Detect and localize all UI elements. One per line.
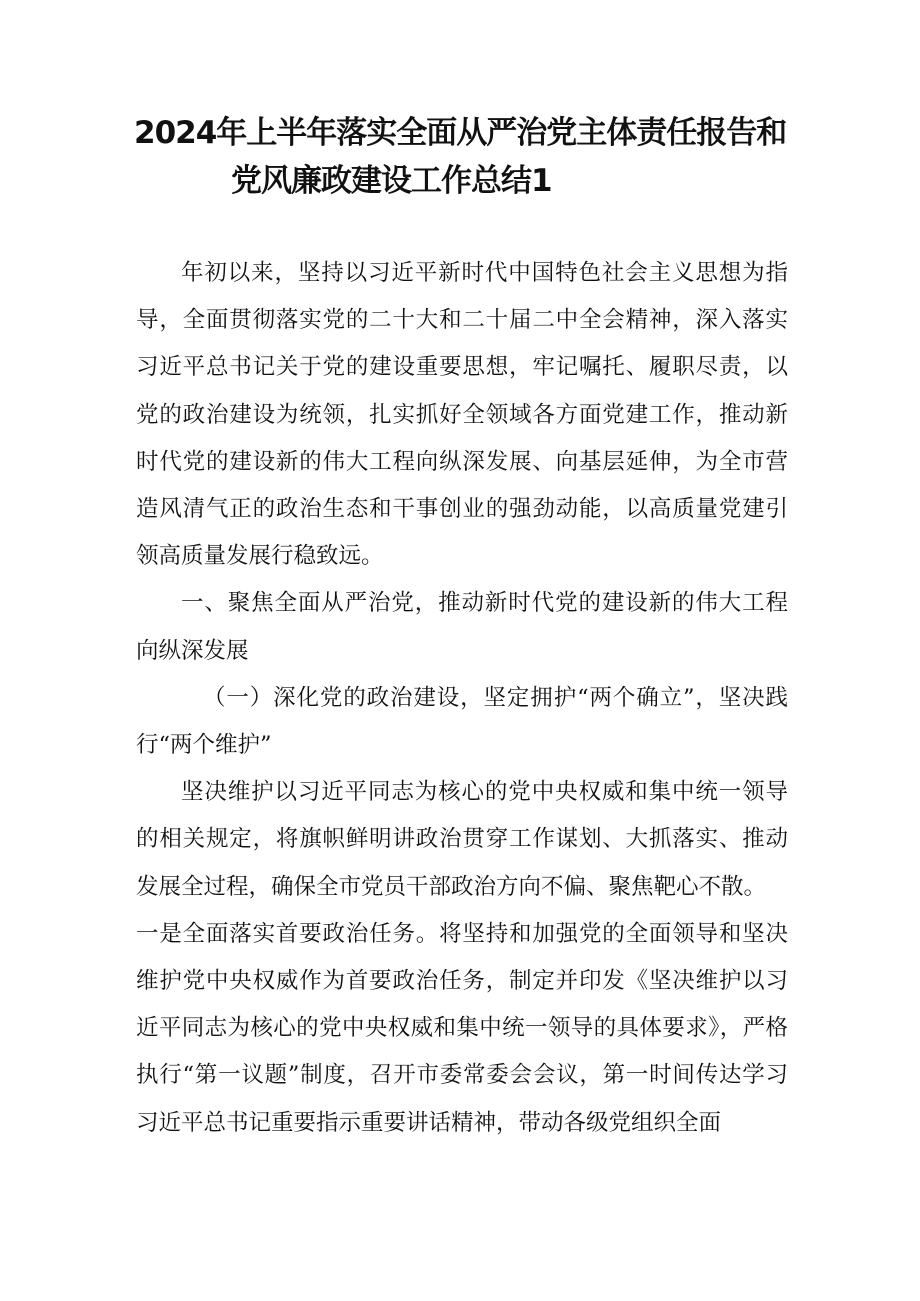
paragraph-body-2: 一是全面落实首要政治任务。将坚持和加强党的全面领导和坚决维护党中央权威作为首要政治任务，制定并印发《坚决维护以习近平同志为核心的党中央权威和集中统一领导的具体要求》，严格执行“第一议题”制度，召开市委常委会会议，第一时间传达学习习近平总书记重要指示重要讲话精神，带动各级党组织全面 <box>136 920 788 1136</box>
document-body <box>136 250 788 1147</box>
paragraph-intro: 年初以来，坚持以习近平新时代中国特色社会主义思想为指导，全面贯彻落实党的二十大和二十届二中全会精神，深入落实习近平总书记关于党的建设重要思想，牢记嘱托、履职尽责，以党的政治建设为统领，扎实抓好全领域各方面党建工作，推动新时代党的建设新的伟大工程向纵深发展、向基层延伸，为全市营造风清气正的政治生态和干事创业的强劲动能，以高质量党建引领高质量发展行稳致远。 <box>136 260 788 570</box>
subsection-heading-1: （一）深化党的政治建设，坚定拥护“两个确立”，坚决践行“两个维护” <box>136 684 788 759</box>
section-heading-1: 一、聚焦全面从严治党，推动新时代党的建设新的伟大工程向纵深发展 <box>136 590 788 664</box>
document-title-line-2: 党风廉政建设工作总结1 <box>231 163 552 199</box>
paragraph-body-1: 坚决维护以习近平同志为核心的党中央权威和集中统一领导的相关规定，将旗帜鲜明讲政治贯穿工作谋划、大抓落实、推动发展全过程，确保全市党员干部政治方向不偏、聚焦靶心不散。 <box>136 779 788 900</box>
document-title-line-1: 2024年上半年落实全面从严治党主体责任报告和 <box>134 115 787 151</box>
